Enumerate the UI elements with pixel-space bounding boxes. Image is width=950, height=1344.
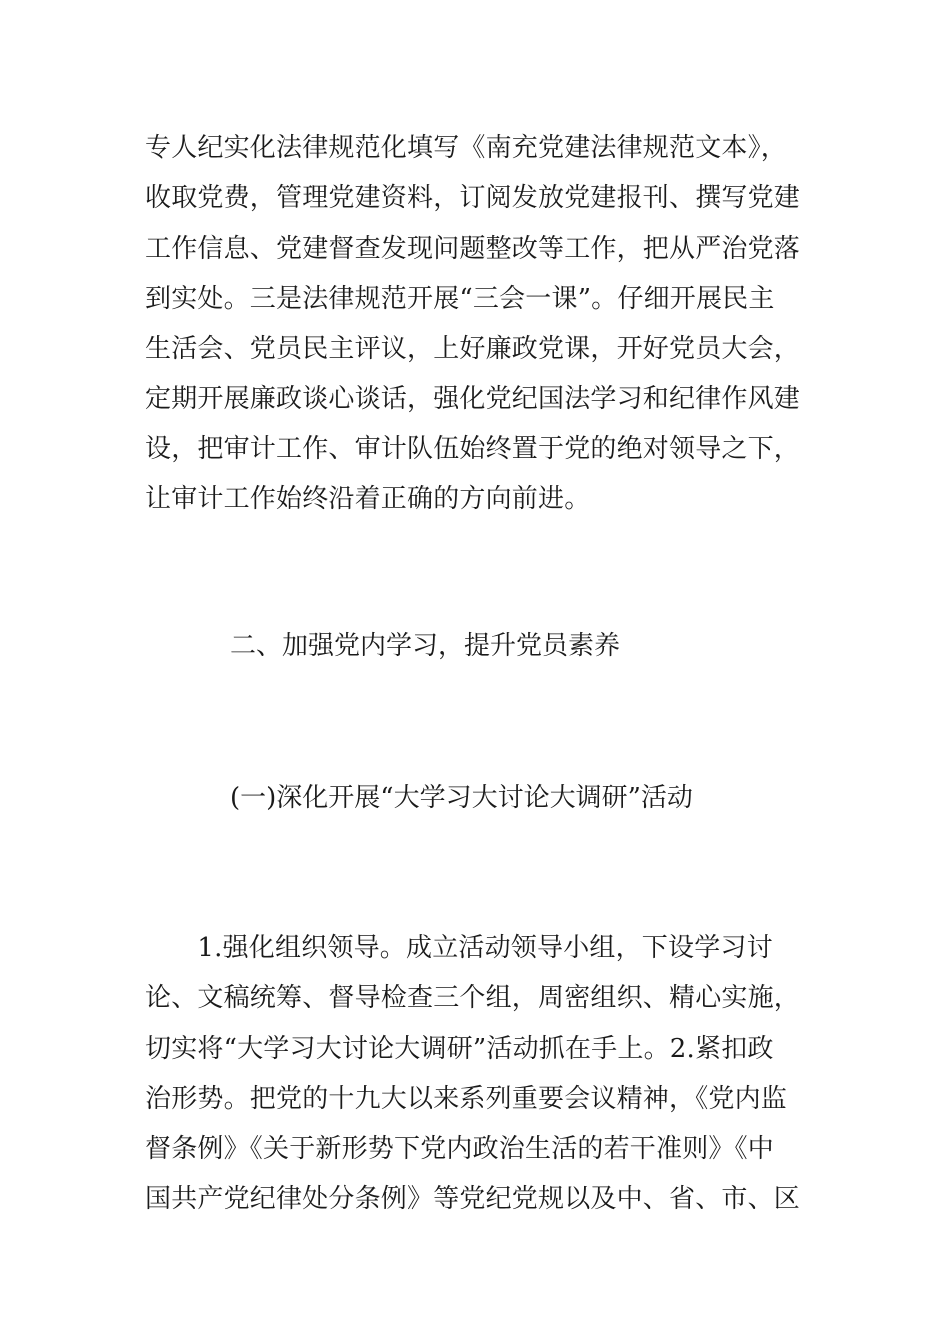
paragraph-1-line-5: 生活会、党员民主评议，上好廉政党课，开好党员大会，	[145, 334, 801, 364]
paragraph-1-line-6: 定期开展廉政谈心谈话，强化党纪国法学习和纪律作风建	[145, 384, 801, 414]
paragraph-2-line-1: 1.强化组织领导。成立活动领导小组，下设学习讨	[145, 933, 773, 963]
paragraph-1-line-7: 设，把审计工作、审计队伍始终置于党的绝对领导之下，	[145, 434, 801, 464]
paragraph-1-line-3: 工作信息、党建督查发现问题整改等工作，把从严治党落	[145, 234, 801, 264]
paragraph-2-line-4: 治形势。把党的十九大以来系列重要会议精神，《党内监	[145, 1084, 788, 1114]
paragraph-2-line-6: 国共产党纪律处分条例》等党纪党规以及中、省、市、区	[145, 1184, 801, 1214]
paragraph-1-line-8: 让审计工作始终沿着正确的方向前进。	[145, 484, 591, 514]
paragraph-2-line-5: 督条例》《关于新形势下党内政治生活的若干准则》《中	[145, 1134, 775, 1164]
paragraph-2-line-3: 切实将“大学习大讨论大调研”活动抓在手上。2.紧扣政	[145, 1034, 774, 1064]
subsection-heading: (一)深化开展“大学习大讨论大调研”活动	[230, 783, 693, 813]
paragraph-2-line-2: 论、文稿统筹、督导检查三个组，周密组织、精心实施，	[145, 983, 801, 1013]
paragraph-1-line-4: 到实处。三是法律规范开展“三会一课”。仔细开展民主	[145, 284, 775, 314]
section-heading: 二、加强党内学习，提升党员素养	[230, 631, 621, 661]
paragraph-1-line-1: 专人纪实化法律规范化填写《南充党建法律规范文本》，	[145, 133, 788, 163]
paragraph-1-line-2: 收取党费，管理党建资料，订阅发放党建报刊、撰写党建	[145, 183, 801, 213]
